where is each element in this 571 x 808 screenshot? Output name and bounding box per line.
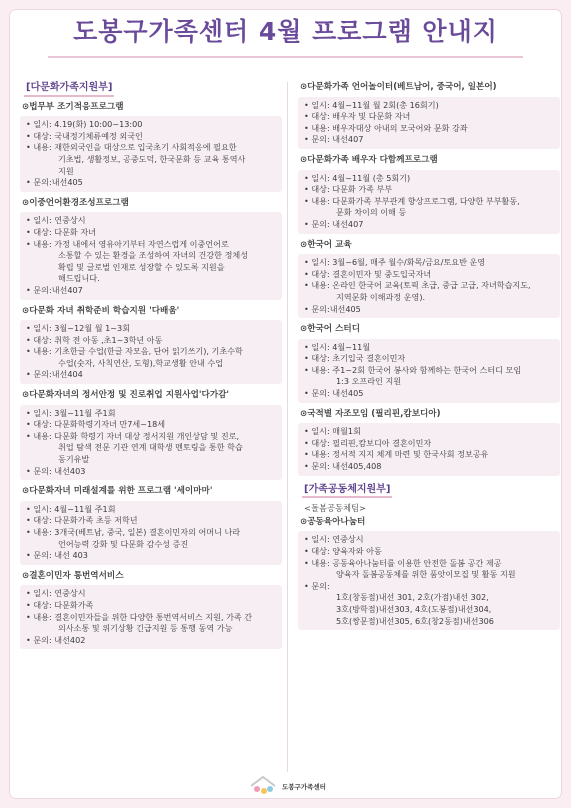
detail-line [26, 323, 276, 335]
detail-text: • 일시: 4월~11월 주1회 [26, 503, 116, 514]
program [298, 409, 560, 476]
program [298, 82, 560, 149]
detail-line [26, 285, 276, 297]
detail-text: 5호(쌍문점)내선305, 6호(창2동점)내선306 [336, 615, 494, 626]
program-details [20, 405, 282, 481]
detail-line [304, 173, 554, 185]
left-column [20, 80, 282, 655]
detail-line [26, 154, 276, 166]
detail-line [26, 550, 276, 562]
detail-text: • 일시: 3월~6월, 매주 월수/화목/금요/토요반 운영 [304, 257, 486, 268]
program [20, 486, 282, 565]
detail-line [304, 365, 554, 377]
detail-text: • 문의: 내선405 [304, 388, 364, 399]
detail-text: • 대상: 다문화학령기자녀 만7세~18세 [26, 419, 166, 430]
detail-line [26, 177, 276, 189]
detail-line [26, 466, 276, 478]
detail-text: 1:3 오프라인 지원 [336, 376, 402, 387]
detail-text: • 대상: 국내정기체류예정 외국인 [26, 130, 143, 141]
detail-text: • 내용: 정서적 지지 체계 마련 및 한국사회 정보공유 [304, 449, 489, 460]
detail-text: • 대상: 다문화 자녀 [26, 226, 96, 237]
detail-line [26, 419, 276, 431]
detail-text: 지역문화 이해과정 운영). [336, 291, 426, 302]
detail-text: • 내용: 결혼이민자들을 위한 다양한 통번역서비스 지원, 가족 간 [26, 611, 253, 622]
column-divider [287, 82, 288, 772]
detail-line [26, 431, 276, 443]
detail-text: • 문의: [304, 580, 330, 591]
detail-line [26, 612, 276, 624]
detail-text: • 내용: 다문화가족 부부관계 향상프로그램, 다양한 부부활동, [304, 195, 520, 206]
detail-line [26, 454, 276, 466]
detail-line [26, 408, 276, 420]
program-title: ⊙결혼이민자 통번역서비스 [22, 570, 124, 581]
detail-line [304, 196, 554, 208]
detail-line [304, 558, 554, 570]
detail-text: • 문의: 내선407 [304, 218, 364, 229]
program-title: ⊙이중언어환경조성프로그램 [22, 197, 129, 208]
detail-line [26, 504, 276, 516]
detail-line [304, 304, 554, 316]
detail-line [304, 219, 554, 231]
detail-text: 소통할 수 있는 환경을 조성하여 자녀의 건강한 정체성 [58, 250, 249, 261]
detail-text: • 일시: 4월~11월 [304, 341, 371, 352]
subcategory-care-team: <돌봄공동체팀> [304, 503, 366, 514]
detail-text: • 내용: 기초한글 수업(한글 자모음, 단어 읽기쓰기), 기초수학 [26, 346, 243, 357]
program-title: ⊙다문화 자녀 취학준비 학습지원 '다배움' [22, 305, 180, 316]
detail-text: • 대상: 다문화 가족 부부 [304, 184, 393, 195]
detail-line [304, 123, 554, 135]
program [298, 240, 560, 319]
detail-text: 지원 [58, 165, 74, 176]
detail-line [26, 273, 276, 285]
detail-text: • 내용: 공동육아나눔터를 이용한 안전한 돌봄 공간 제공 [304, 557, 502, 568]
detail-text: 양육자 돌봄공동체를 위한 품앗이모집 및 활동 지원 [336, 569, 516, 580]
detail-line [26, 166, 276, 178]
detail-line [304, 592, 554, 604]
detail-line [26, 227, 276, 239]
program [298, 155, 560, 234]
detail-line [26, 527, 276, 539]
program [298, 517, 560, 630]
left-program-list [20, 102, 282, 650]
detail-text: • 대상: 양육자와 아동 [304, 546, 382, 556]
detail-line [304, 581, 554, 593]
detail-line [26, 635, 276, 647]
program-details [20, 320, 282, 384]
program-details [298, 170, 560, 234]
program-details [20, 585, 282, 649]
detail-line [26, 335, 276, 347]
detail-text: 취업 탐색 전문 기관 연계 대학생 멘토링을 통한 학습 [58, 442, 243, 453]
detail-line [26, 623, 276, 635]
detail-text: • 문의:내선407 [26, 284, 83, 295]
center-logo [248, 774, 358, 798]
detail-line [26, 142, 276, 154]
title-underline [48, 56, 523, 58]
detail-text: 의사소통 및 위기상황 긴급지원 등 통행 동역 가능 [58, 623, 233, 634]
detail-text: • 대상: 취학 전 아동 ,초1~3학년 아동 [26, 334, 163, 345]
detail-line [26, 515, 276, 527]
detail-line [304, 376, 554, 388]
detail-text: • 일시: 4월~11월 월 2회(총 16회기) [304, 99, 439, 110]
detail-text: • 일시: 4.19(화) 10:00~13:00 [26, 119, 143, 130]
detail-line [26, 119, 276, 131]
detail-text: 문화 차이의 이해 등 [336, 207, 407, 218]
program [298, 324, 560, 403]
detail-text: • 문의: 내선402 [26, 634, 86, 645]
detail-line [304, 257, 554, 269]
program-title: ⊙다문화자녀 미래설계를 위한 프로그램 '세이마마' [22, 486, 213, 497]
program-title: ⊙다문화가족 언어놀이터(베트남어, 중국어, 일본어) [300, 82, 497, 92]
program-details [298, 531, 560, 630]
detail-line [26, 539, 276, 551]
detail-line [304, 569, 554, 581]
detail-text: • 내용: 3개국(베트남, 중국, 일본) 결혼이민자의 어머니 나라 [26, 527, 241, 537]
program [20, 306, 282, 385]
detail-text: 기초법, 생활정보, 공중도덕, 한국문화 등 교육 통역사 [58, 153, 246, 164]
detail-text: • 일시: 4월~11월 (총 5회기) [304, 172, 411, 183]
program-title: ⊙법무부 조기적응프로그램 [22, 101, 124, 112]
detail-text: 3호(방학점)내선303, 4호(도봉점)내선304, [336, 603, 492, 614]
detail-text: • 문의: 내선407 [304, 134, 364, 145]
detail-text: • 일시: 연중상시 [26, 588, 86, 599]
detail-text: • 대상: 초기입국 결혼이민자 [304, 353, 406, 364]
house-logo-icon [248, 774, 278, 798]
detail-line [304, 342, 554, 354]
detail-text: • 내용: 배우자대상 아내의 모국어와 문화 강좌 [304, 122, 468, 133]
detail-text: • 내용: 주1~2회 한국어 봉사와 함께하는 한국어 스터디 모임 [304, 364, 522, 375]
detail-line [304, 111, 554, 123]
detail-line [304, 388, 554, 400]
detail-line [304, 438, 554, 450]
detail-line [304, 100, 554, 112]
program-title: ⊙한국어 교육 [300, 239, 352, 250]
detail-text: 해드립니다. [58, 273, 100, 284]
detail-text: • 대상: 다문화가족 초등 저학년 [26, 515, 138, 526]
detail-text: • 일시: 매월1회 [304, 426, 361, 437]
detail-text: • 내용: 가정 내에서 영유아기부터 자연스럽게 이중언어로 [26, 238, 229, 249]
detail-text: 수업(숫자, 사칙연산, 도형),학교생활 안내 수업 [58, 357, 224, 368]
detail-line [26, 250, 276, 262]
program [20, 198, 282, 300]
detail-line [26, 262, 276, 274]
program-details [298, 339, 560, 403]
detail-text: 1호(창동점)내선 301, 2호(가점)내선 302, [336, 592, 489, 603]
program-details [298, 97, 560, 149]
detail-text: • 문의: 내선 403 [26, 550, 88, 561]
detail-text: • 일시: 3월~12월 월 1~3회 [26, 323, 131, 334]
right-program-list [298, 82, 560, 476]
program [20, 390, 282, 480]
program-details [298, 254, 560, 318]
detail-line [26, 369, 276, 381]
detail-line [26, 215, 276, 227]
detail-line [304, 616, 554, 628]
program-title: ⊙한국어 스터디 [300, 324, 361, 335]
detail-text: 확립 및 글로벌 인재로 성장할 수 있도록 지원을 [58, 261, 225, 272]
program-details [298, 423, 560, 475]
detail-text: • 대상: 결혼이민자 및 중도입국자녀 [304, 268, 432, 279]
detail-text: • 대상: 필리핀,캄보디아 결혼이민자 [304, 437, 432, 448]
detail-line [26, 131, 276, 143]
detail-line [304, 280, 554, 292]
program-title: ⊙다문화자녀의 정서안정 및 진로취업 지원사업'다가감' [22, 390, 230, 401]
detail-line [304, 184, 554, 196]
program [20, 571, 282, 650]
category-multicultural: [다문화가족지원부] [24, 82, 114, 97]
detail-text: • 내용: 온라인 한국어 교육(토픽 초급, 중급 고급, 자녀학습지도, [304, 280, 531, 291]
detail-line [304, 269, 554, 281]
care-program [298, 517, 560, 630]
detail-line [26, 588, 276, 600]
right-column [298, 80, 560, 636]
detail-line [304, 292, 554, 304]
program-title: ⊙공동육아나눔터 [300, 516, 366, 527]
category-family-community: [가족공동체지원부] [302, 484, 392, 499]
detail-line [304, 546, 554, 558]
detail-line [26, 239, 276, 251]
detail-line [304, 353, 554, 365]
detail-text: 언어능력 강화 및 다문화 감수성 증진 [58, 538, 189, 549]
detail-text: 동기유발 [58, 454, 90, 465]
program-title: ⊙국적별 자조모임 (필리핀,캄보디아) [300, 408, 441, 419]
center-logo-name: 도봉구가족센터 [282, 782, 326, 791]
detail-text: • 대상: 배우자 및 다문화 자녀 [304, 111, 411, 122]
detail-line [304, 426, 554, 438]
detail-text: • 문의:내선405 [304, 303, 361, 314]
program-title: ⊙다문화가족 배우자 다함께프로그램 [300, 154, 438, 165]
program-details [20, 501, 282, 565]
detail-text: • 일시: 연중상시 [304, 534, 364, 545]
detail-line [304, 461, 554, 473]
program-details [20, 116, 282, 192]
detail-line [26, 346, 276, 358]
detail-line [26, 358, 276, 370]
detail-text: • 내용: 다문화 학령기 자녀 대상 정서지원 개인상담 및 진로, [26, 430, 240, 441]
detail-line [26, 600, 276, 612]
detail-line [304, 534, 554, 546]
page-title: 도봉구가족센터 4월 프로그램 안내지 [73, 17, 498, 46]
detail-text: • 일시: 3월~11월 주1회 [26, 407, 116, 418]
detail-line [304, 449, 554, 461]
program [20, 102, 282, 192]
detail-text: • 내용: 재한외국인을 대상으로 입국초기 사회적응에 필요한 [26, 142, 237, 153]
detail-line [26, 442, 276, 454]
detail-line [304, 604, 554, 616]
detail-text: • 문의:내선404 [26, 369, 83, 380]
detail-line [304, 207, 554, 219]
detail-text: • 문의: 내선405,408 [304, 461, 382, 472]
detail-text: • 일시: 연중상시 [26, 215, 86, 226]
program-details [20, 212, 282, 299]
detail-text: • 문의: 내선403 [26, 465, 86, 476]
detail-text: • 문의:내선405 [26, 177, 83, 188]
detail-line [304, 134, 554, 146]
detail-text: • 대상: 다문화가족 [26, 599, 94, 610]
